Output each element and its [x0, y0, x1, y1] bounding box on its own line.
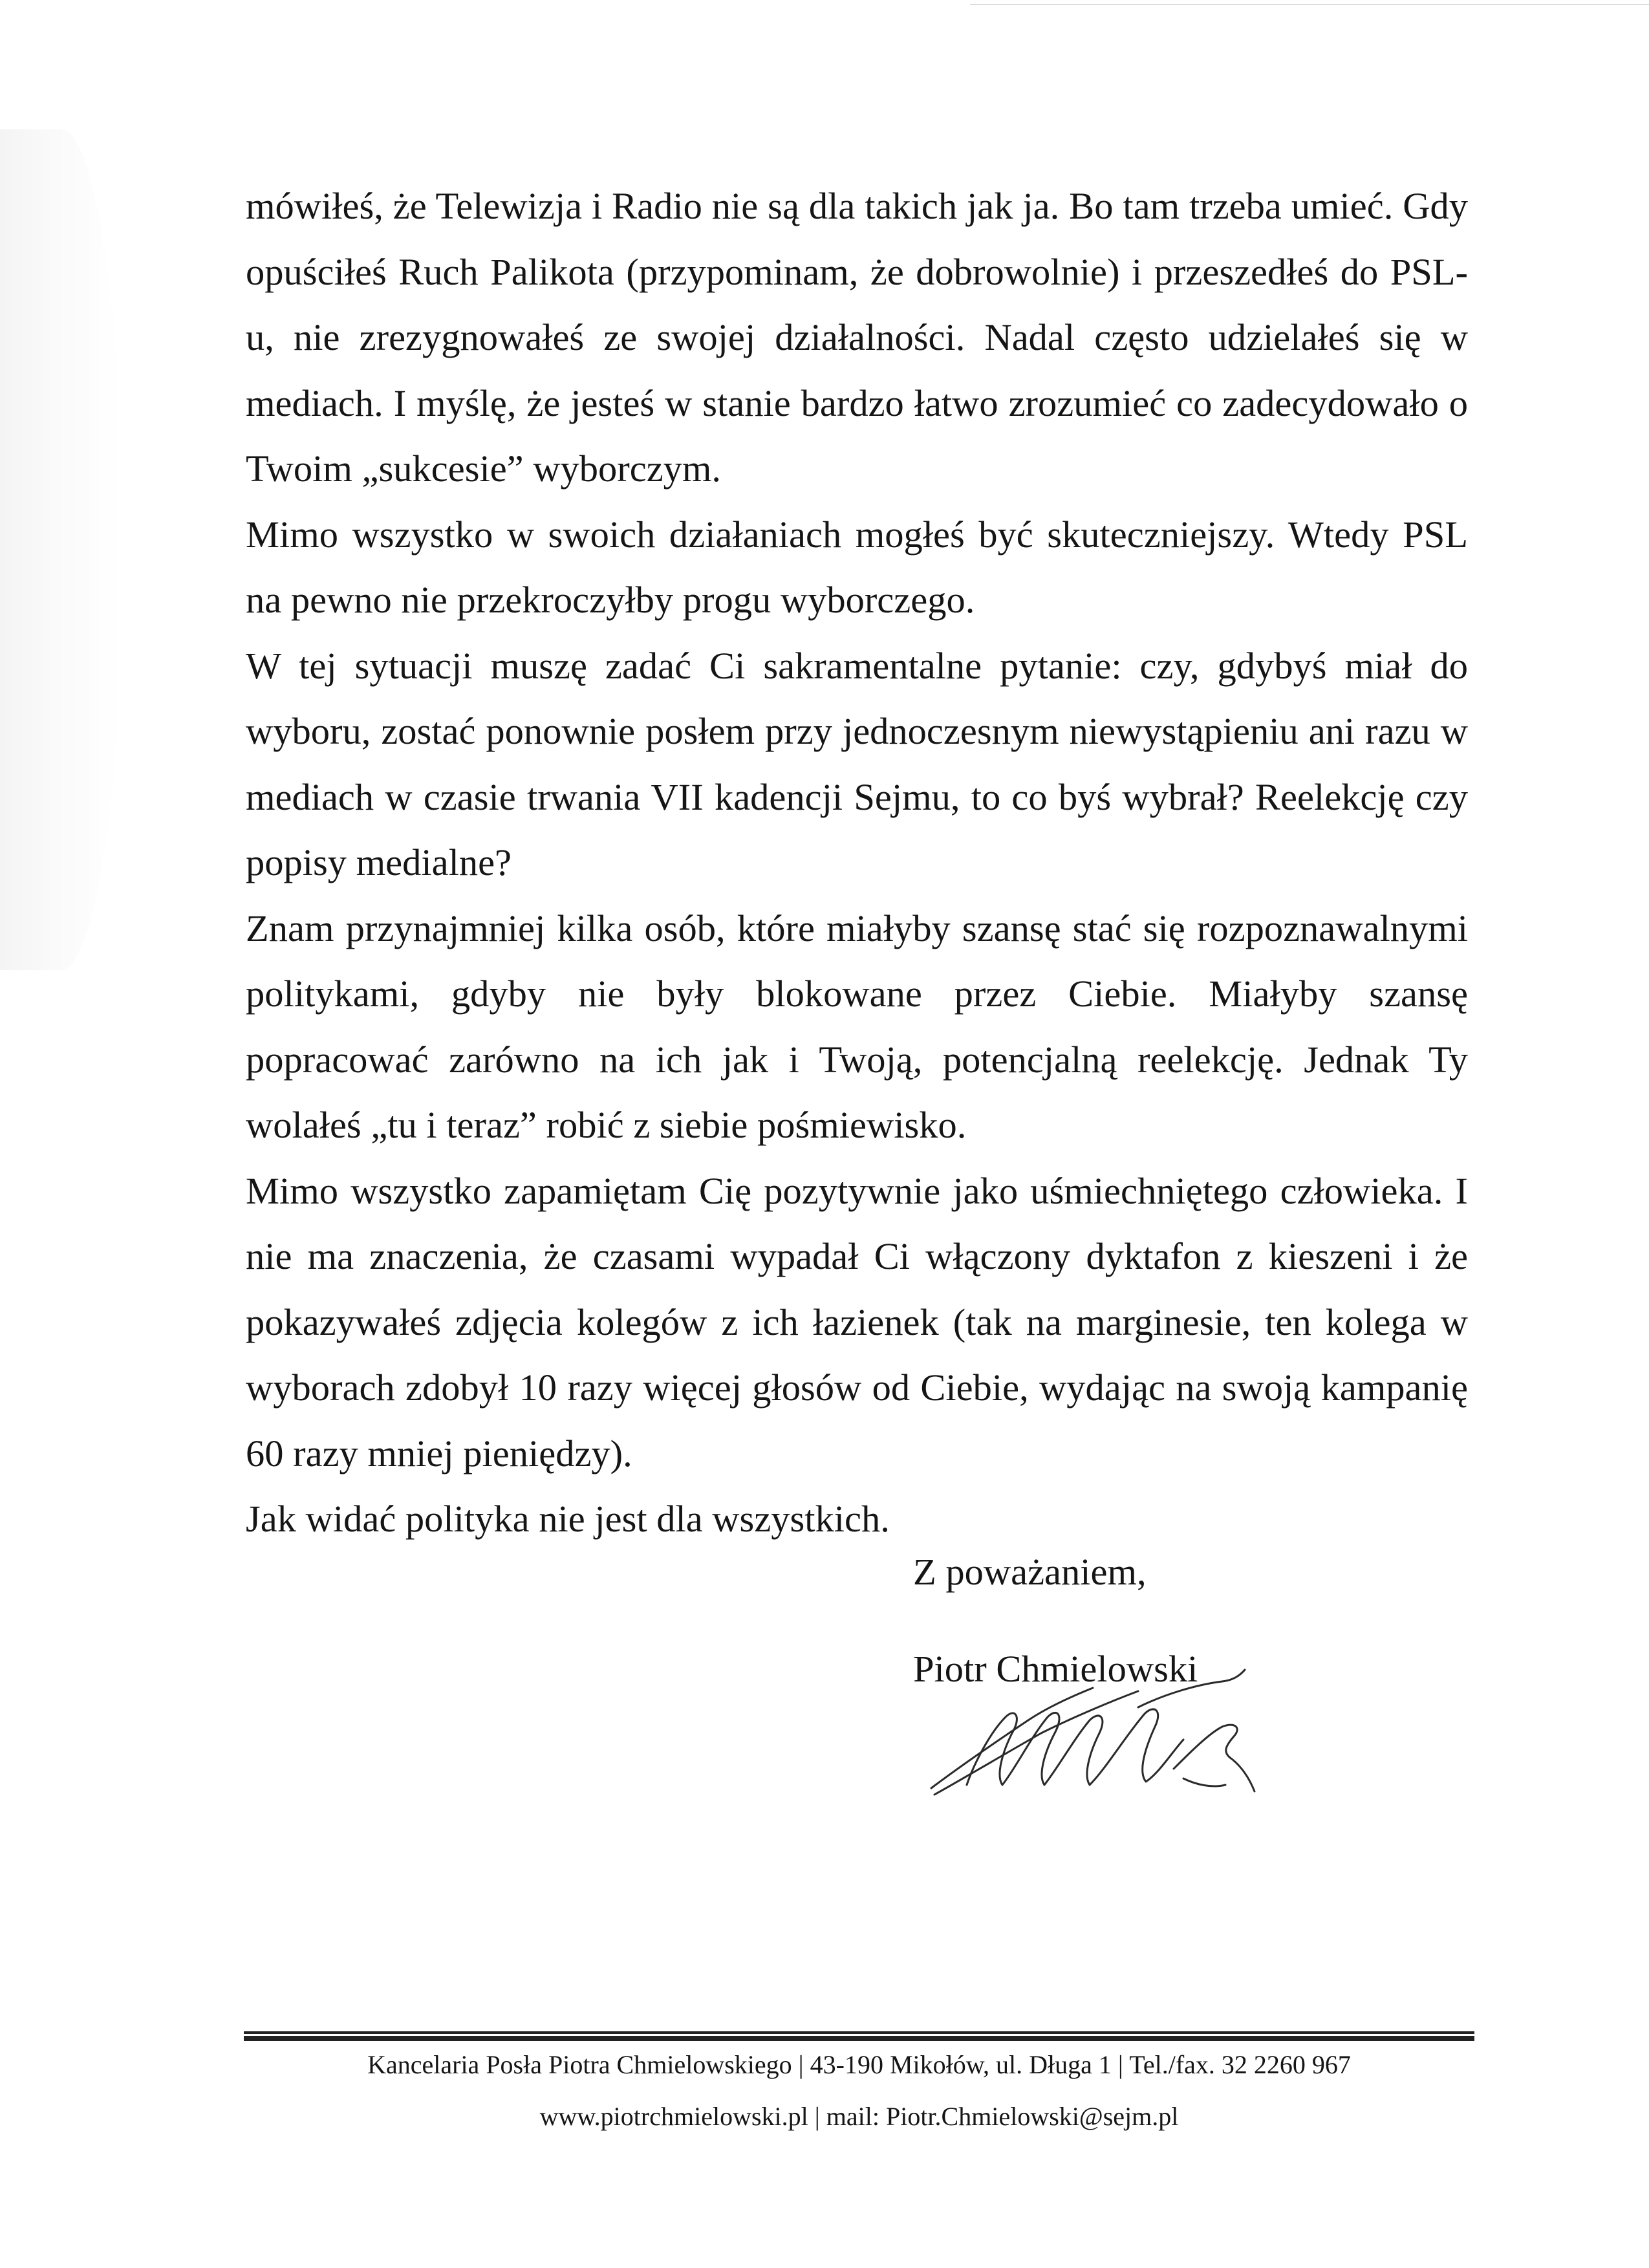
- paragraph-6: Jak widać polityka nie jest dla wszystkich.: [246, 1498, 890, 1540]
- paragraph-4: Znam przynajmniej kilka osób, które miałyby szansę stać się rozpoznawalnymi politykami, gdyby nie były blokowane przez Ciebie. Miałyby szansę popracować zarówno na ich jak i Twoją, potencjalną reelekcję. Jednak Ty wolałeś „tu i teraz” robić z siebie pośmiewisko.: [246, 907, 1468, 1146]
- scan-shadow: [0, 129, 123, 970]
- closing-salutation: Z poważaniem,: [913, 1551, 1147, 1593]
- paragraph-3: W tej sytuacji muszę zadać Ci sakramentalne pytanie: czy, gdybyś miał do wyboru, zostać ponownie posłem przy jednoczesnym niewystąpieniu ani razu w mediach w czasie trwania VII kadencji Sejmu, to co byś wybrał? Reelekcję czy popisy medialne?: [246, 644, 1468, 883]
- sender-name: Piotr Chmielowski: [913, 1648, 1198, 1690]
- paragraph-1: mówiłeś, że Telewizja i Radio nie są dla takich jak ja. Bo tam trzeba umieć. Gdy opuściłeś Ruch Palikota (przypominam, że dobrowolnie) i przeszedłeś do PSL-u, nie zrezygnowałeś ze swojej działalności. Nadal często udzielałeś się w mediach. I myślę, że jesteś w stanie bardzo łatwo zrozumieć co zadecydowało o Twoim „sukcesie” wyborczym.: [246, 185, 1468, 490]
- paragraph-5: Mimo wszystko zapamiętam Cię pozytywnie jako uśmiechniętego człowieka. I nie ma znaczenia, że czasami wypadał Ci włączony dyktafon z kieszeni i że pokazywałeś zdjęcia kolegów z ich łazienek (tak na marginesie, ten kolega w wyborach zdobył 10 razy więcej głosów od Ciebie, wydając na swoją kampanię 60 razy mniej pieniędzy).: [246, 1169, 1468, 1474]
- letter-body: [246, 173, 1468, 1552]
- scan-edge-line: [970, 4, 1649, 5]
- footer-divider: [244, 2031, 1474, 2041]
- footer-web-contact: www.piotrchmielowski.pl | mail: Piotr.Chmielowski@sejm.pl: [539, 2102, 1179, 2131]
- paragraph-2: Mimo wszystko w swoich działaniach mogłeś być skuteczniejszy. Wtedy PSL na pewno nie przekroczyłby progu wyborczego.: [246, 513, 1468, 621]
- handwritten-signature: [918, 1656, 1280, 1817]
- footer-office-address: Kancelaria Posła Piotra Chmielowskiego | 43-190 Mikołów, ul. Długa 1 | Tel./fax. 32 2260 967: [367, 2050, 1351, 2079]
